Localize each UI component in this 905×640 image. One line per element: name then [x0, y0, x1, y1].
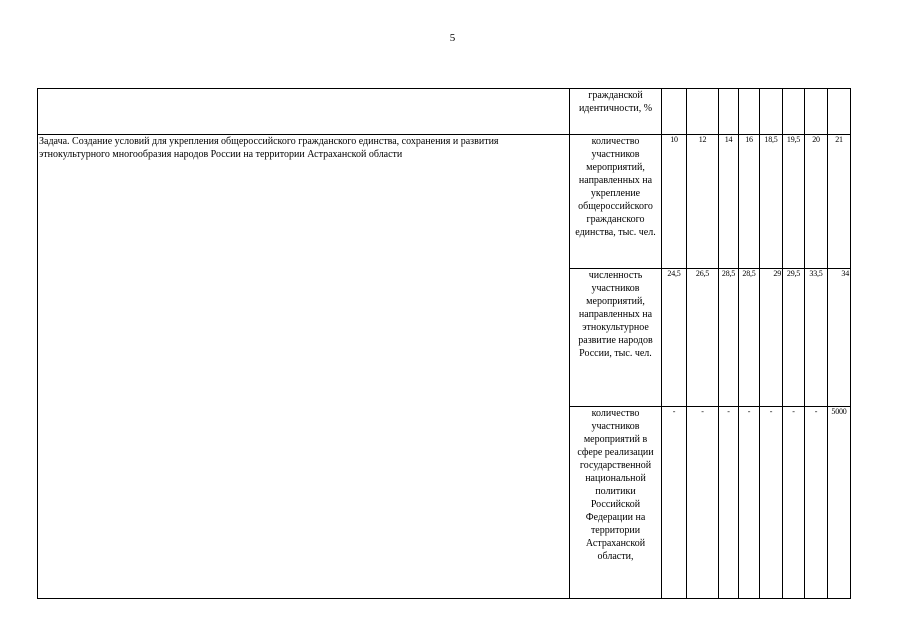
value-cell — [805, 89, 828, 135]
value-cell: - — [760, 407, 783, 599]
value-cell — [739, 89, 760, 135]
indicator-cell: гражданской идентичности, % — [570, 89, 662, 135]
value-cell: - — [805, 407, 828, 599]
task-cell: Задача. Создание условий для укрепления общероссийского гражданского единства, сохранения и развития этнокультурного многообразия народов России на территории Астраханской области — [38, 135, 570, 599]
value-cell: 14 — [719, 135, 739, 269]
indicator-cell: количество участников мероприятий в сфере реализации государственной национальной политики Российской Федерации на территории Астраханской области, — [570, 407, 662, 599]
value-cell — [719, 89, 739, 135]
indicator-cell: численность участников мероприятий, направленных на этнокультурное развитие народов России, тыс. чел. — [570, 269, 662, 407]
value-cell: 19,5 — [783, 135, 805, 269]
value-cell: 34 — [828, 269, 851, 407]
value-cell: - — [783, 407, 805, 599]
page-number: 5 — [449, 32, 456, 44]
value-cell: 10 — [662, 135, 687, 269]
value-cell: 33,5 — [805, 269, 828, 407]
table-row — [38, 89, 851, 135]
value-cell: 29,5 — [783, 269, 805, 407]
value-cell: 28,5 — [739, 269, 760, 407]
value-cell: 28,5 — [719, 269, 739, 407]
value-cell: 26,5 — [687, 269, 719, 407]
value-cell — [760, 89, 783, 135]
value-cell: 18,5 — [760, 135, 783, 269]
value-cell: - — [687, 407, 719, 599]
value-cell — [828, 89, 851, 135]
value-cell: 20 — [805, 135, 828, 269]
value-cell: 12 — [687, 135, 719, 269]
indicator-cell: количество участников мероприятий, направленных на укрепление общероссийского гражданского единства, тыс. чел. — [570, 135, 662, 269]
empty-task-cell — [38, 89, 570, 135]
value-cell: 29 — [760, 269, 783, 407]
value-cell: - — [739, 407, 760, 599]
value-cell: 21 — [828, 135, 851, 269]
value-cell — [687, 89, 719, 135]
value-cell — [783, 89, 805, 135]
value-cell: - — [719, 407, 739, 599]
value-cell: 24,5 — [662, 269, 687, 407]
value-cell: 16 — [739, 135, 760, 269]
table-row — [38, 135, 851, 269]
value-cell — [662, 89, 687, 135]
indicators-table — [37, 88, 851, 599]
value-cell: 5000 — [828, 407, 851, 599]
value-cell: - — [662, 407, 687, 599]
